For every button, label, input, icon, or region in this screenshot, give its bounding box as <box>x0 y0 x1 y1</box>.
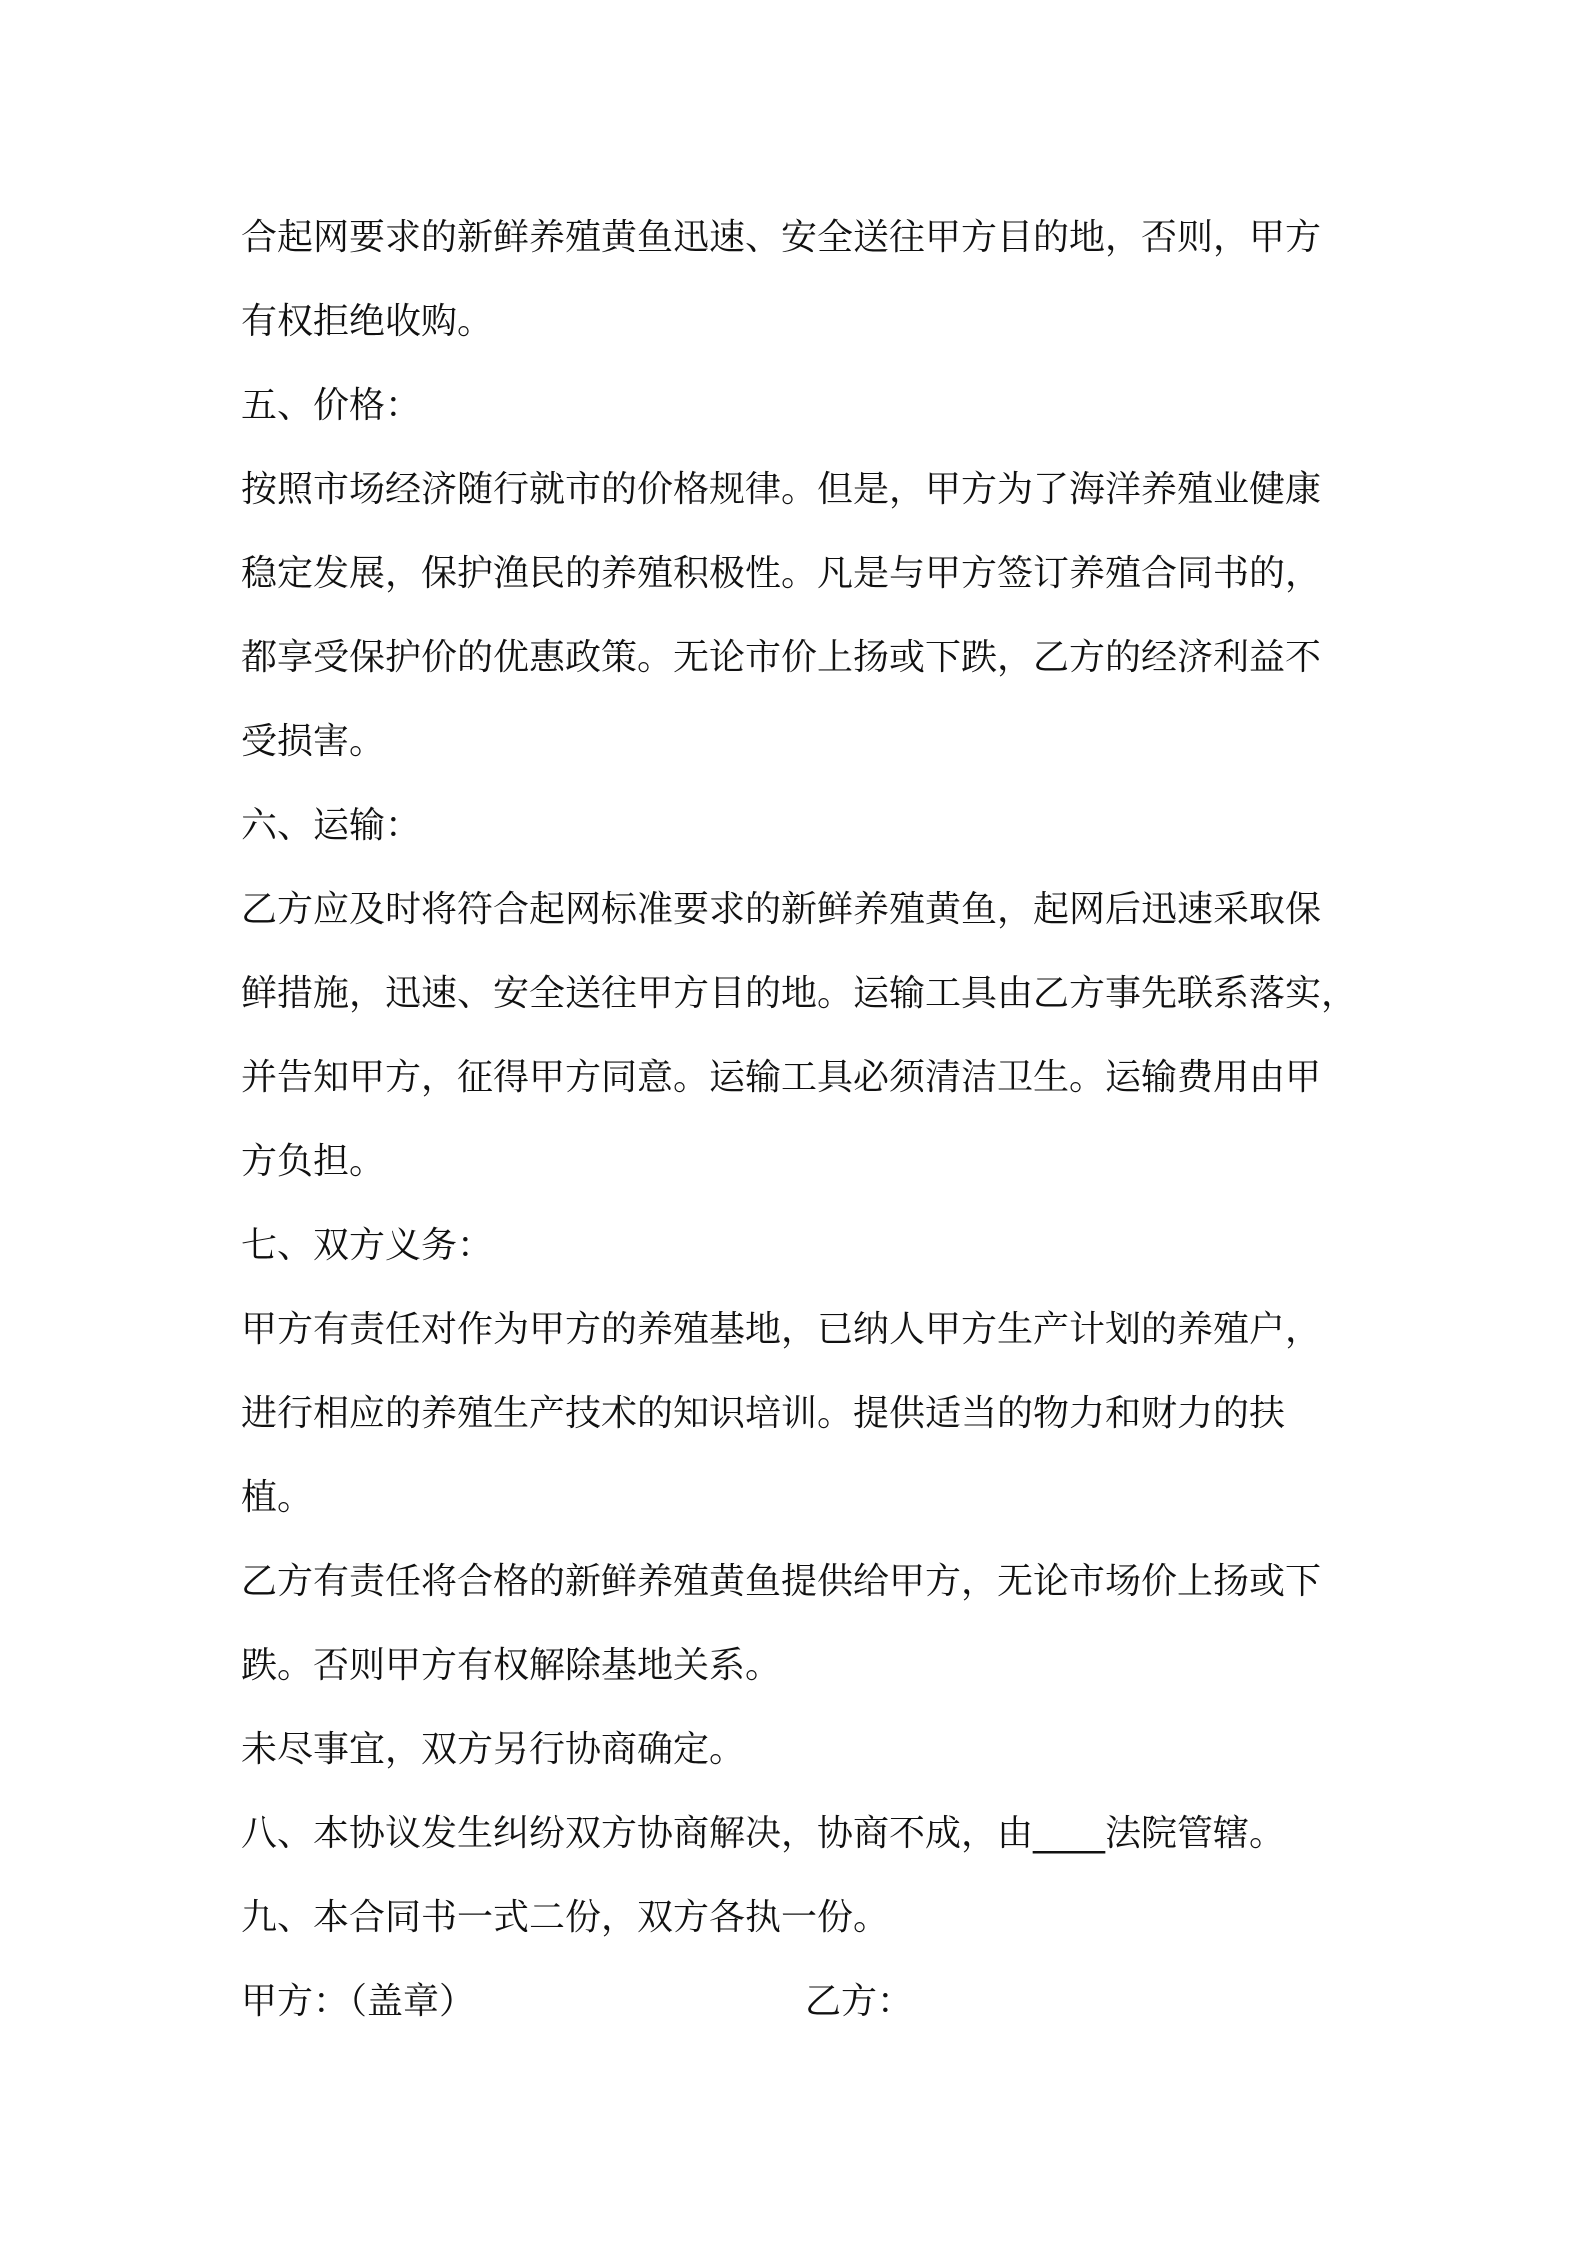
clause-copies: 九、本合同书一式二份，双方各执一份。 <box>241 1897 890 1938</box>
text-line: 未尽事宜，双方另行协商确定。 <box>241 1729 746 1770</box>
party-a-signature: 甲方：（盖章） <box>241 1981 476 2022</box>
text-line: 乙方应及时将符合起网标准要求的新鲜养殖黄鱼，起网后迅速采取保 <box>241 889 1322 930</box>
text-line: 方负担。 <box>241 1141 386 1182</box>
text-line: 进行相应的养殖生产技术的知识培训。提供适当的物力和财力的扶 <box>241 1393 1286 1434</box>
text-line: 有权拒绝收购。 <box>241 301 494 342</box>
text-line: 稳定发展，保护渔民的养殖积极性。凡是与甲方签订养殖合同书的， <box>241 553 1322 594</box>
contract-body <box>241 196 1361 2044</box>
section-heading-price: 五、价格： <box>241 385 422 426</box>
text-line: 甲方有责任对作为甲方的养殖基地，已纳人甲方生产计划的养殖户， <box>241 1309 1322 1350</box>
text-line: 合起网要求的新鲜养殖黄鱼迅速、安全送往甲方目的地，否则，甲方 <box>241 217 1322 258</box>
text-line: 受损害。 <box>241 721 386 762</box>
text-line: 都享受保护价的优惠政策。无论市价上扬或下跌，乙方的经济利益不 <box>241 637 1322 678</box>
section-heading-obligations: 七、双方义务： <box>241 1225 494 1266</box>
clause-jurisdiction: 八、本协议发生纠纷双方协商解决，协商不成，由____法院管辖。 <box>241 1813 1286 1854</box>
text-line: 鲜措施，迅速、安全送往甲方目的地。运输工具由乙方事先联系落实， <box>241 973 1358 1014</box>
text-line: 植。 <box>241 1477 314 1518</box>
section-heading-transport: 六、运输： <box>241 805 422 846</box>
text-line: 按照市场经济随行就市的价格规律。但是，甲方为了海洋养殖业健康 <box>241 469 1322 510</box>
party-b-signature: 乙方： <box>805 1981 914 2022</box>
text-line: 并告知甲方，征得甲方同意。运输工具必须清洁卫生。运输费用由甲 <box>241 1057 1322 1098</box>
text-line: 乙方有责任将合格的新鲜养殖黄鱼提供给甲方，无论市场价上扬或下 <box>241 1561 1322 1602</box>
text-line: 跌。否则甲方有权解除基地关系。 <box>241 1645 782 1686</box>
signature-row <box>241 1960 1361 2044</box>
